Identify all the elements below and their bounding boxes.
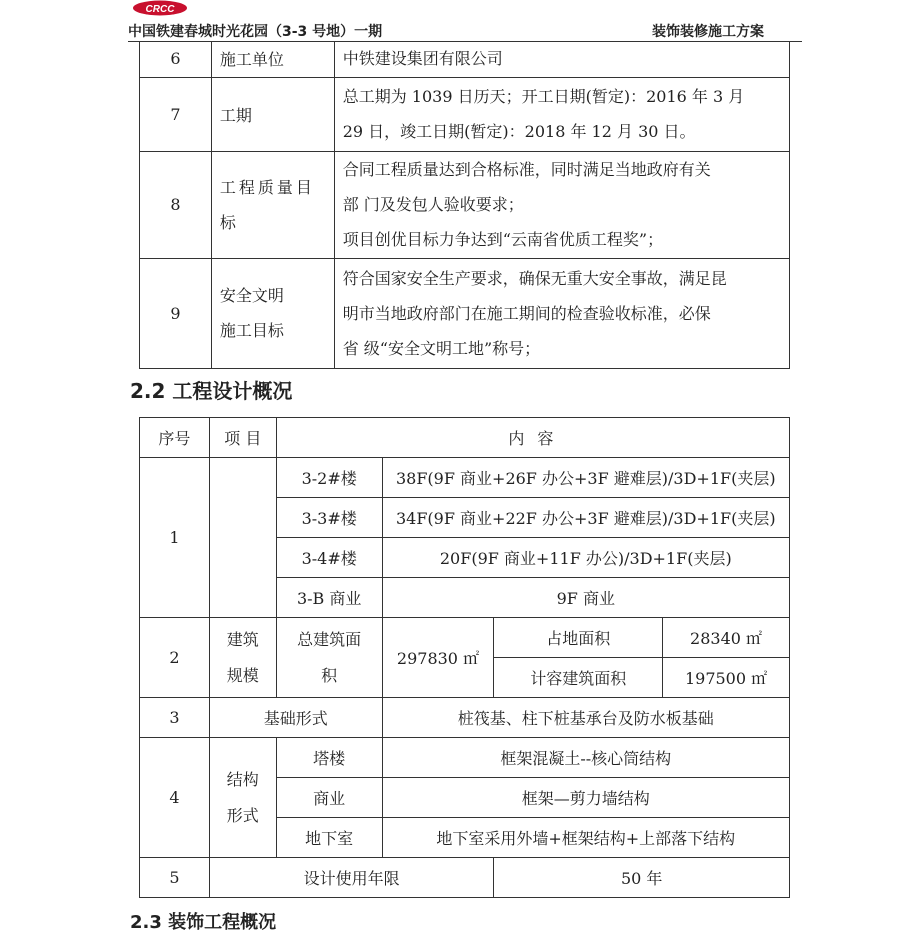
structure-type: 框架混凝土--核心筒结构 [382,738,789,778]
total-area-label: 总建筑面 积 [276,618,382,698]
structure-part: 塔楼 [276,738,382,778]
table-row [140,41,790,77]
table-header-row [140,418,790,458]
row-content: 中铁建设集团有限公司 [334,41,789,77]
header-project-title: 中国铁建春城时光花园（3-3 号地）一期 [128,24,383,40]
row-item [209,458,276,618]
building-name: 3-2#楼 [276,458,382,498]
page-header [128,0,802,44]
crcc-logo [132,0,188,16]
table-row [140,618,790,658]
row-content: 总工期为 1039 日历天；开工日期(暂定)：2016 年 3 月 29 日，竣工日期(暂定)：2018 年 12 月 30 日。 [334,77,789,151]
row-item: 安全文明 施工目标 [211,258,334,368]
building-floors: 9F 商业 [382,578,789,618]
far-area-value: 197500 ㎡ [663,658,790,698]
table-row [140,258,790,368]
section-heading: 2.2 工程设计概况 [130,379,293,403]
row-number: 6 [140,41,212,77]
row-number: 2 [140,618,210,698]
table-row [140,458,790,498]
row-item: 施工单位 [211,41,334,77]
row-item: 建筑 规模 [209,618,276,698]
table-row [140,858,790,898]
table-row [140,77,790,151]
structure-part: 地下室 [276,818,382,858]
table-row [140,698,790,738]
row-number: 9 [140,258,212,368]
building-name: 3-B 商业 [276,578,382,618]
row-number: 7 [140,77,212,151]
header-no: 序号 [140,418,210,458]
table-row [140,151,790,258]
header-doc-title: 装饰装修施工方案 [652,24,764,40]
building-name: 3-4#楼 [276,538,382,578]
far-area-label: 计容建筑面积 [494,658,663,698]
row-number: 1 [140,458,210,618]
table-row [140,738,790,778]
header-content: 内 容 [276,418,789,458]
row-number: 4 [140,738,210,858]
structure-type: 框架—剪力墙结构 [382,778,789,818]
building-floors: 20F(9F 商业+11F 办公)/3D+1F(夹层) [382,538,789,578]
foundation-type: 桩筏基、柱下桩基承台及防水板基础 [382,698,789,738]
land-area-value: 28340 ㎡ [663,618,790,658]
next-section-heading: 2.3 装饰工程概况 [130,912,277,933]
row-content: 符合国家安全生产要求，确保无重大安全事故，满足昆 明市当地政府部门在施工期间的检查验收标准，必保 省 级“安全文明工地”称号； [334,258,789,368]
row-number: 3 [140,698,210,738]
total-area-value: 297830 ㎡ [382,618,494,698]
row-item: 结构 形式 [209,738,276,858]
project-info-table [139,41,790,369]
row-item: 工期 [211,77,334,151]
structure-type: 地下室采用外墙+框架结构+上部落下结构 [382,818,789,858]
row-number: 5 [140,858,210,898]
building-name: 3-3#楼 [276,498,382,538]
svg-text:CRCC: CRCC [145,4,175,15]
building-floors: 38F(9F 商业+26F 办公+3F 避难层)/3D+1F(夹层) [382,458,789,498]
design-overview-table [139,417,790,898]
row-item: 基础形式 [209,698,382,738]
structure-part: 商业 [276,778,382,818]
row-number: 8 [140,151,212,258]
land-area-label: 占地面积 [494,618,663,658]
header-item: 项 目 [209,418,276,458]
row-item: 工程质量目 标 [211,151,334,258]
building-floors: 34F(9F 商业+22F 办公+3F 避难层)/3D+1F(夹层) [382,498,789,538]
design-life: 50 年 [494,858,790,898]
row-content: 合同工程质量达到合格标准，同时满足当地政府有关 部 门及发包人验收要求； 项目创优目标力争达到“云南省优质工程奖”； [334,151,789,258]
row-item: 设计使用年限 [209,858,494,898]
